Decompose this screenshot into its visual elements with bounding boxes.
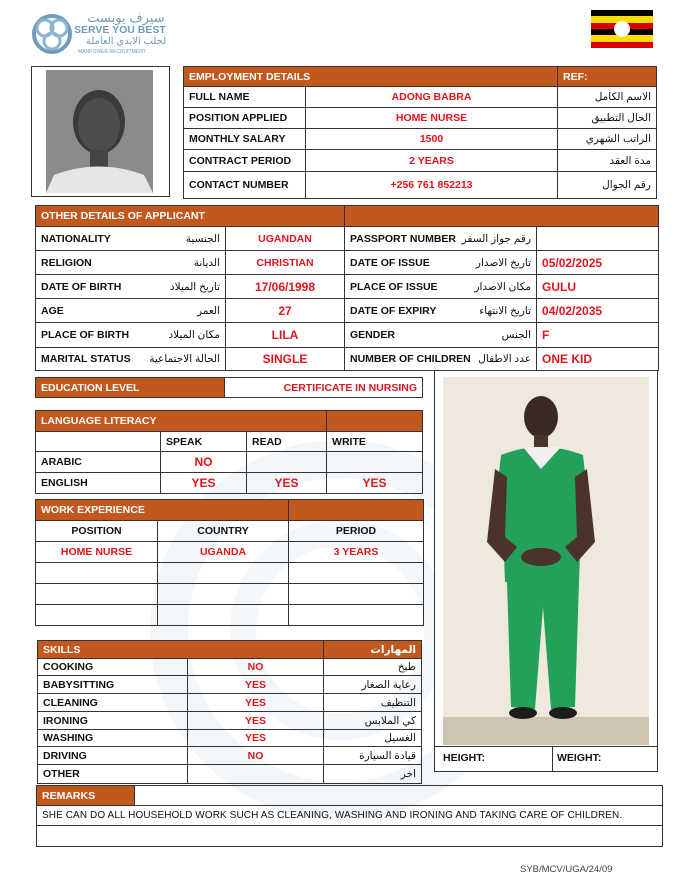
skill-row-babysitting (38, 676, 422, 694)
marital-status-label: MARITAL STATUS (41, 353, 131, 365)
table-row (36, 563, 424, 584)
language-literacy-table (35, 410, 423, 494)
employment-details-table (183, 66, 657, 199)
skill-other-value (188, 765, 324, 784)
work-position-value: HOME NURSE (36, 542, 158, 563)
contract-period-label: CONTRACT PERIOD (184, 150, 306, 172)
period-column-header: PERIOD (289, 521, 424, 542)
position-applied-arabic: الحال التطبيق (558, 108, 657, 129)
date-of-issue-arabic: تاريخ الاصدار (475, 256, 532, 269)
monthly-salary-value: 1500 (306, 129, 558, 150)
date-of-issue-label: DATE OF ISSUE (350, 256, 430, 269)
skill-ironing-value: YES (188, 712, 324, 730)
skill-row-driving (38, 747, 422, 765)
work-experience-header: WORK EXPERIENCE (36, 500, 289, 521)
skills-header: SKILLS (38, 641, 324, 659)
place-of-birth-arabic: مكان الميلاد (168, 329, 220, 341)
education-level-table (35, 377, 423, 398)
other-details-header-right (345, 206, 659, 227)
brand-name: SERVE YOU BEST (74, 24, 166, 36)
education-level-value: CERTIFICATE IN NURSING (225, 378, 423, 398)
contract-period-value: 2 YEARS (306, 150, 558, 172)
language-literacy-header-right (327, 411, 423, 432)
date-of-expiry-label: DATE OF EXPIRY (350, 304, 437, 317)
marital-status-arabic: الحالة الاجتماعية (149, 353, 220, 365)
religion-arabic: الديانة (193, 256, 220, 269)
country-column-header: COUNTRY (158, 521, 289, 542)
work-position-value (36, 563, 158, 584)
height-label: HEIGHT: (443, 752, 485, 764)
date-of-expiry-arabic: تاريخ الانتهاء (479, 304, 532, 317)
date-of-birth-arabic: تاريخ الميلاد (169, 280, 220, 293)
skill-ironing-label: IRONING (38, 712, 188, 730)
skill-babysitting-arabic: رعاية الصغار (324, 676, 422, 694)
language-column-blank (36, 432, 161, 452)
employment-details-header: EMPLOYMENT DETAILS (184, 67, 558, 87)
work-period-value (289, 605, 424, 626)
gender-label: GENDER (350, 329, 395, 341)
nationality-value: UGANDAN (226, 227, 345, 251)
skill-cleaning-value: YES (188, 694, 324, 712)
passport-number-label: PASSPORT NUMBER (350, 232, 456, 245)
age-label: AGE (41, 304, 64, 317)
english-speak-value: YES (161, 473, 247, 494)
table-row (36, 584, 424, 605)
remarks-blank-row (37, 826, 663, 847)
skill-row-washing (38, 730, 422, 747)
speak-column-header: SPEAK (161, 432, 247, 452)
religion-label: RELIGION (41, 256, 92, 269)
skill-washing-label: WASHING (38, 730, 188, 747)
date-of-issue-value: 05/02/2025 (537, 251, 659, 275)
remarks-header-blank (135, 786, 663, 806)
skill-babysitting-value: YES (188, 676, 324, 694)
portrait-photo (46, 70, 153, 193)
work-position-value (36, 584, 158, 605)
passport-number-value (537, 227, 659, 251)
english-read-value: YES (247, 473, 327, 494)
work-period-value (289, 584, 424, 605)
full-body-photo-frame (434, 370, 658, 772)
number-of-children-label: NUMBER OF CHILDREN (350, 353, 471, 365)
english-language-label: ENGLISH (36, 473, 161, 494)
portrait-photo-frame (31, 66, 170, 197)
skill-cleaning-label: CLEANING (38, 694, 188, 712)
skill-washing-value: YES (188, 730, 324, 747)
skill-cooking-label: COOKING (38, 659, 188, 676)
work-period-value (289, 563, 424, 584)
place-of-issue-value: GULU (537, 275, 659, 299)
logo-emblem-icon (30, 10, 74, 58)
passport-number-arabic: رقم جواز السفر (461, 232, 532, 245)
work-country-value: UGANDA (158, 542, 289, 563)
other-details-table (35, 205, 659, 371)
remarks-text: SHE CAN DO ALL HOUSEHOLD WORK SUCH AS CLEANING, WASHING AND IRONING AND TAKING CARE OF CHILDREN. (37, 806, 663, 826)
date-of-birth-value: 17/06/1998 (226, 275, 345, 299)
language-literacy-header: LANGUAGE LITERACY (36, 411, 327, 432)
work-country-value (158, 584, 289, 605)
weight-label: WEIGHT: (557, 752, 602, 764)
brand-arabic-tagline: لجلب الايدي العاملة (85, 36, 167, 47)
skill-row-other (38, 765, 422, 784)
skills-header-arabic: المهارات (324, 641, 422, 659)
date-of-birth-label: DATE OF BIRTH (41, 280, 122, 293)
ref-label: REF: (558, 67, 657, 87)
document-code: SYB/MCV/UGA/24/09 (520, 864, 613, 875)
date-of-expiry-value: 04/02/2035 (537, 299, 659, 323)
gender-arabic: الجنس (501, 329, 532, 341)
skill-babysitting-label: BABYSITTING (38, 676, 188, 694)
skill-driving-arabic: قيادة السيارة (324, 747, 422, 765)
full-body-photo (443, 377, 649, 745)
skill-other-arabic: اخر (324, 765, 422, 784)
table-row (36, 605, 424, 626)
full-name-value: ADONG BABRA (306, 87, 558, 108)
full-name-label: FULL NAME (184, 87, 306, 108)
work-country-value (158, 605, 289, 626)
skill-other-label: OTHER (38, 765, 188, 784)
full-name-arabic: الاسم الكامل (558, 87, 657, 108)
skill-cooking-arabic: طبخ (324, 659, 422, 676)
skill-row-cleaning (38, 694, 422, 712)
skill-row-cooking (38, 659, 422, 676)
remarks-header: REMARKS (37, 786, 135, 806)
monthly-salary-arabic: الراتب الشهري (558, 129, 657, 150)
work-position-value (36, 605, 158, 626)
uganda-flag-icon (591, 10, 653, 48)
place-of-birth-value: LILA (226, 323, 345, 348)
religion-value: CHRISTIAN (226, 251, 345, 275)
place-of-issue-arabic: مكان الاصدار (474, 280, 532, 293)
skill-cooking-value: NO (188, 659, 324, 676)
company-logo (30, 10, 190, 60)
skill-driving-value: NO (188, 747, 324, 765)
other-details-header: OTHER DETAILS OF APPLICANT (36, 206, 345, 227)
number-of-children-value: ONE KID (537, 348, 659, 371)
read-column-header: READ (247, 432, 327, 452)
position-applied-label: POSITION APPLIED (184, 108, 306, 129)
work-country-value (158, 563, 289, 584)
skill-washing-arabic: الغسيل (324, 730, 422, 747)
place-of-issue-label: PLACE OF ISSUE (350, 280, 438, 293)
marital-status-value: SINGLE (226, 348, 345, 371)
skill-cleaning-arabic: التنظيف (324, 694, 422, 712)
remarks-table (36, 785, 663, 847)
education-level-label: EDUCATION LEVEL (36, 378, 225, 398)
monthly-salary-label: MONTHLY SALARY (184, 129, 306, 150)
position-column-header: POSITION (36, 521, 158, 542)
english-write-value: YES (327, 473, 423, 494)
write-column-header: WRITE (327, 432, 423, 452)
age-arabic: العمر (196, 304, 220, 317)
nationality-arabic: الجنسية (185, 232, 220, 245)
skill-row-ironing (38, 712, 422, 730)
contact-number-arabic: رقم الجوال (558, 172, 657, 199)
work-experience-header-right (289, 500, 424, 521)
number-of-children-arabic: عدد الاطفال (478, 353, 532, 365)
arabic-read-value (247, 452, 327, 473)
nationality-label: NATIONALITY (41, 232, 111, 245)
contact-number-label: CONTACT NUMBER (184, 172, 306, 199)
arabic-write-value (327, 452, 423, 473)
arabic-language-label: ARABIC (36, 452, 161, 473)
skill-ironing-arabic: كي الملابس (324, 712, 422, 730)
brand-tagline: MANPOWER RECRUITMENT (78, 49, 146, 55)
skills-table (37, 640, 422, 784)
brand-arabic-name: سيرف يوبست (87, 10, 165, 25)
table-row (36, 542, 424, 563)
skill-driving-label: DRIVING (38, 747, 188, 765)
gender-value: F (537, 323, 659, 348)
place-of-birth-label: PLACE OF BIRTH (41, 329, 130, 341)
position-applied-value: HOME NURSE (306, 108, 558, 129)
work-experience-table (35, 499, 424, 626)
contract-period-arabic: مدة العقد (558, 150, 657, 172)
age-value: 27 (226, 299, 345, 323)
contact-number-value: +256 761 852213 (306, 172, 558, 199)
arabic-speak-value: NO (161, 452, 247, 473)
work-period-value: 3 YEARS (289, 542, 424, 563)
